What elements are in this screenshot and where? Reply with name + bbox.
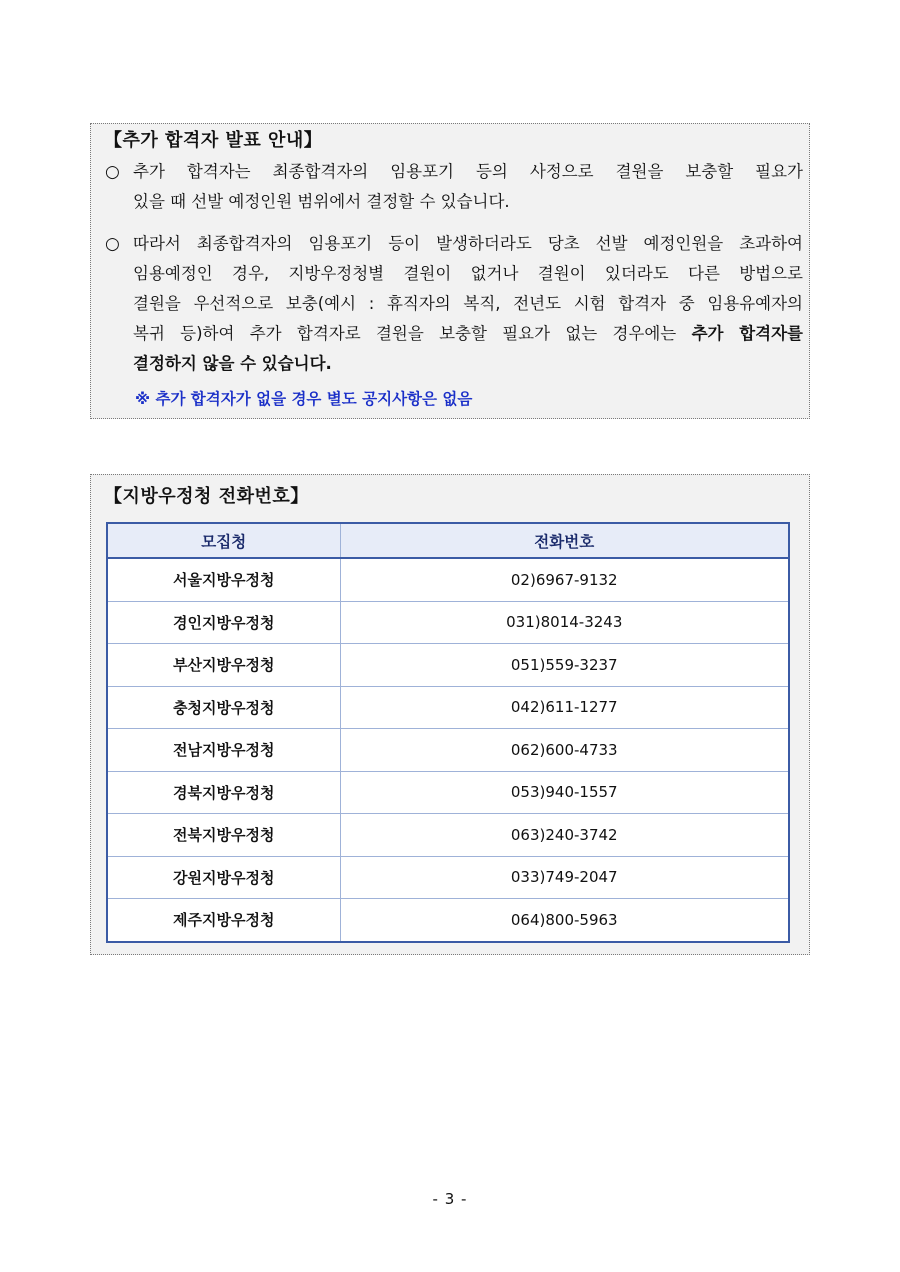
office-cell: 부산지방우정청	[107, 644, 340, 687]
office-cell: 강원지방우정청	[107, 856, 340, 899]
phone-title: 【지방우정청 전화번호】	[104, 486, 309, 507]
table-row	[107, 729, 789, 772]
phone-cell: 042)611-1277	[340, 686, 789, 729]
notice-note: ※ 추가 합격자가 없을 경우 별도 공지사항은 없음	[135, 390, 473, 408]
circle-bullet-icon: ○	[105, 162, 120, 182]
page-number: - 3 -	[432, 1190, 468, 1208]
phone-cell: 063)240-3742	[340, 814, 789, 857]
phone-cell: 051)559-3237	[340, 644, 789, 687]
table-row	[107, 558, 789, 601]
notice-item-1-line-1: 추가 합격자는 최종합격자의 임용포기 등의 사정으로 결원을 보충할 필요가	[133, 162, 803, 181]
phone-box	[90, 474, 810, 955]
phone-cell: 02)6967-9132	[340, 558, 789, 601]
phone-cell: 033)749-2047	[340, 856, 789, 899]
table-row	[107, 771, 789, 814]
table-row	[107, 899, 789, 942]
office-cell: 서울지방우정청	[107, 558, 340, 601]
notice-item-2-line-2: 임용예정인 경우, 지방우정청별 결원이 없거나 결원이 있더라도 다른 방법으로	[133, 264, 803, 283]
notice-item-2-line-4	[133, 319, 803, 349]
phone-cell: 031)8014-3243	[340, 601, 789, 644]
office-cell: 경북지방우정청	[107, 771, 340, 814]
office-cell: 경인지방우정청	[107, 601, 340, 644]
circle-bullet-icon: ○	[105, 234, 120, 254]
phone-table	[106, 522, 790, 943]
notice-item-2-line-3: 결원을 우선적으로 보충(예시 : 휴직자의 복직, 전년도 시험 합격자 중 임용유예자의	[133, 294, 803, 313]
notice-item-2-line-4-text: 복귀 등)하여 추가 합격자로 결원을 보충할 필요가 없는 경우에는	[133, 324, 692, 343]
phone-cell: 064)800-5963	[340, 899, 789, 942]
office-cell: 제주지방우정청	[107, 899, 340, 942]
table-row	[107, 644, 789, 687]
phone-cell: 062)600-4733	[340, 729, 789, 772]
phone-cell: 053)940-1557	[340, 771, 789, 814]
table-row	[107, 856, 789, 899]
header-phone: 전화번호	[340, 523, 789, 558]
table-row	[107, 601, 789, 644]
notice-box	[90, 123, 810, 419]
table-row	[107, 686, 789, 729]
office-cell: 전북지방우정청	[107, 814, 340, 857]
notice-item-2-line-1: 따라서 최종합격자의 임용포기 등이 발생하더라도 당초 선발 예정인원을 초과하여	[133, 234, 803, 253]
header-office: 모집청	[107, 523, 340, 558]
notice-title: 【추가 합격자 발표 안내】	[104, 130, 323, 151]
office-cell: 충청지방우정청	[107, 686, 340, 729]
table-row	[107, 814, 789, 857]
table-header-row	[107, 523, 789, 558]
notice-item-2-line-5: 결정하지 않을 수 있습니다.	[133, 354, 332, 373]
notice-item-1-line-2: 있을 때 선발 예정인원 범위에서 결정할 수 있습니다.	[133, 192, 510, 211]
notice-item-2-line-4-bold: 추가 합격자를	[691, 324, 803, 343]
office-cell: 전남지방우정청	[107, 729, 340, 772]
